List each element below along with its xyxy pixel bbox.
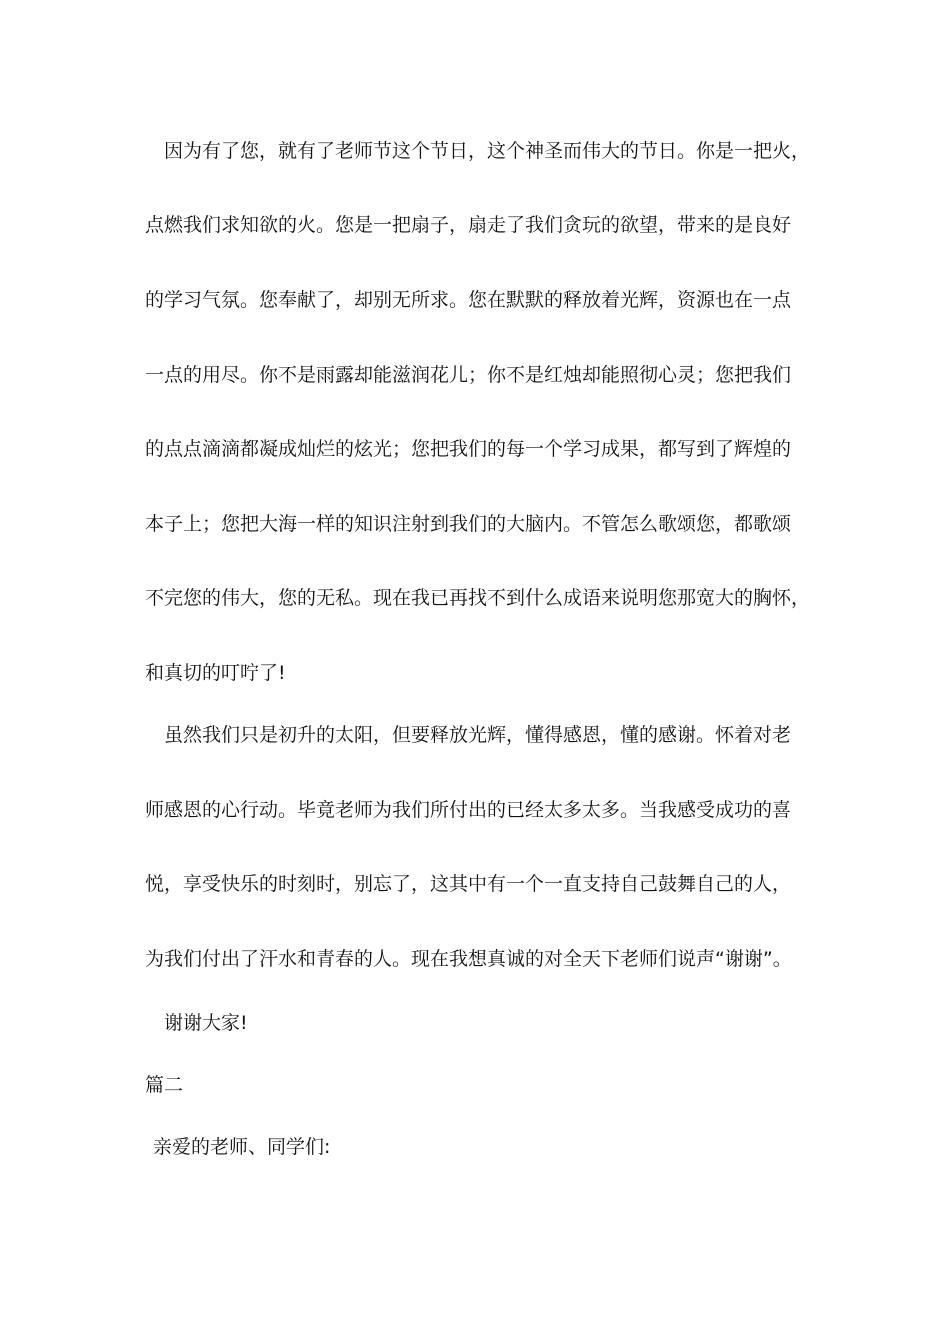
- paragraph-1-line-6: 本子上；您把大海一样的知识注射到我们的大脑内。不管怎么歌颂您，都歌颂: [145, 513, 792, 535]
- paragraph-1-line-7: 不完您的伟大，您的无私。现在我已再找不到什么成语来说明您那宽大的胸怀，: [145, 587, 811, 609]
- paragraph-1-line-1: 因为有了您，就有了老师节这个节日，这个神圣而伟大的节日。你是一把火，: [164, 140, 811, 162]
- paragraph-2-line-1: 虽然我们只是初升的太阳，但要释放光辉，懂得感恩，懂的感谢。怀着对老: [164, 724, 792, 746]
- paragraph-1-line-8: 和真切的叮咛了!: [145, 662, 286, 684]
- salutation: 亲爱的老师、同学们:: [153, 1136, 331, 1158]
- paragraph-2-line-4: 为我们付出了汗水和青春的人。现在我想真诚的对全天下老师们说声“谢谢”。: [145, 948, 792, 970]
- paragraph-1-line-4: 一点的用尽。你不是雨露却能滋润花儿；你不是红烛却能照彻心灵；您把我们: [145, 364, 792, 386]
- paragraph-2-line-2: 师感恩的心行动。毕竟老师为我们所付出的已经太多太多。当我感受成功的喜: [145, 799, 792, 821]
- paragraph-1-line-3: 的学习气氛。您奉献了，却别无所求。您在默默的释放着光辉，资源也在一点: [145, 289, 792, 311]
- paragraph-1-line-5: 的点点滴滴都凝成灿烂的炫光；您把我们的每一个学习成果，都写到了辉煌的: [145, 438, 792, 460]
- section-title: 篇二: [145, 1074, 184, 1096]
- closing-line: 谢谢大家!: [164, 1012, 248, 1034]
- paragraph-1-line-2: 点燃我们求知欲的火。您是一把扇子，扇走了我们贪玩的欲望，带来的是良好: [145, 214, 792, 236]
- paragraph-2-line-3: 悦，享受快乐的时刻时，别忘了，这其中有一个一直支持自己鼓舞自己的人，: [145, 873, 792, 895]
